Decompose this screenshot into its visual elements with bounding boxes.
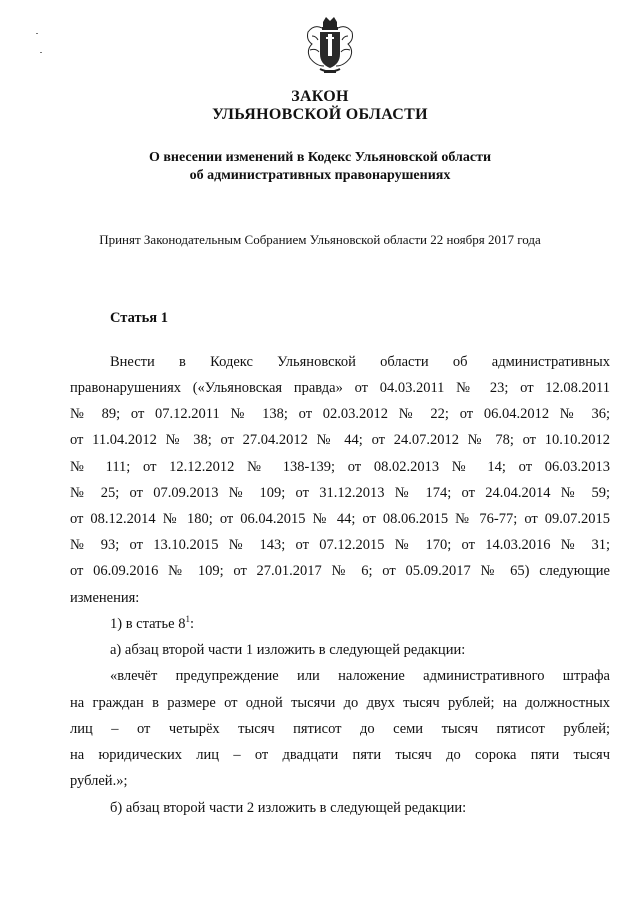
list-item-b: б) абзац второй части 2 изложить в следующей редакции: — [110, 800, 467, 816]
article-heading: Статья 1 — [110, 310, 168, 326]
paragraph-line: № 25; от 07.09.2013 № 109; от 31.12.2013 № 174; от 24.04.2014 № 59; — [70, 485, 610, 501]
paragraph-line: изменения: — [70, 590, 140, 606]
paragraph-line: Внести в Кодекс Ульяновской области об административных — [110, 354, 610, 370]
quote-line: на юридических лиц – от двадцати пяти тысяч до сорока пяти тысяч — [70, 747, 610, 763]
document-title-region: УЛЬЯНОВСКОЙ ОБЛАСТИ — [212, 106, 428, 123]
list-item-a: а) абзац второй части 1 изложить в следующей редакции: — [110, 642, 466, 658]
quote-line: рублей.»; — [70, 773, 128, 789]
adoption-note: Принят Законодательным Собранием Ульяновской области 22 ноября 2017 года — [99, 232, 541, 247]
document-title: ЗАКОН — [291, 88, 349, 105]
quote-line: на граждан в размере от одной тысячи до двух тысяч рублей; на должностных — [70, 695, 610, 711]
list-item-1-text: 1) в статье 8 — [110, 616, 186, 632]
scan-speck — [36, 33, 38, 34]
paragraph-line: от 11.04.2012 № 38; от 27.04.2012 № 44; от 24.07.2012 № 78; от 10.10.2012 — [70, 432, 610, 448]
paragraph-line: от 06.09.2016 № 109; от 27.01.2017 № 6; от 05.09.2017 № 65) следующие — [70, 563, 610, 579]
paragraph-line: № 111; от 12.12.2012 № 138-139; от 08.02.2013 № 14; от 06.03.2013 — [70, 459, 610, 475]
quote-line: «влечёт предупреждение или наложение административного штрафа — [110, 668, 610, 684]
list-item-1-superscript: 1 — [185, 614, 190, 624]
law-subtitle-line-1: О внесении изменений в Кодекс Ульяновской области — [148, 150, 492, 165]
list-item-1 — [110, 616, 610, 633]
paragraph-line: правонарушениях («Ульяновская правда» от 04.03.2011 № 23; от 12.08.2011 — [70, 380, 610, 396]
scan-speck — [40, 52, 42, 53]
paragraph-line: № 89; от 07.12.2011 № 138; от 02.03.2012 № 22; от 06.04.2012 № 36; — [70, 406, 610, 422]
paragraph-line: от 08.12.2014 № 180; от 06.04.2015 № 44; от 08.06.2015 № 76-77; от 09.07.2015 — [70, 511, 610, 527]
paragraph-line: № 93; от 13.10.2015 № 143; от 07.12.2015 № 170; от 14.03.2016 № 31; — [70, 537, 610, 553]
coat-of-arms-icon — [302, 14, 358, 76]
list-item-1-suffix: : — [189, 616, 194, 632]
quote-line: лиц – от четырёх тысяч пятисот до семи тысяч пятисот рублей; — [70, 721, 610, 737]
law-subtitle-line-2: об административных правонарушениях — [189, 168, 451, 183]
